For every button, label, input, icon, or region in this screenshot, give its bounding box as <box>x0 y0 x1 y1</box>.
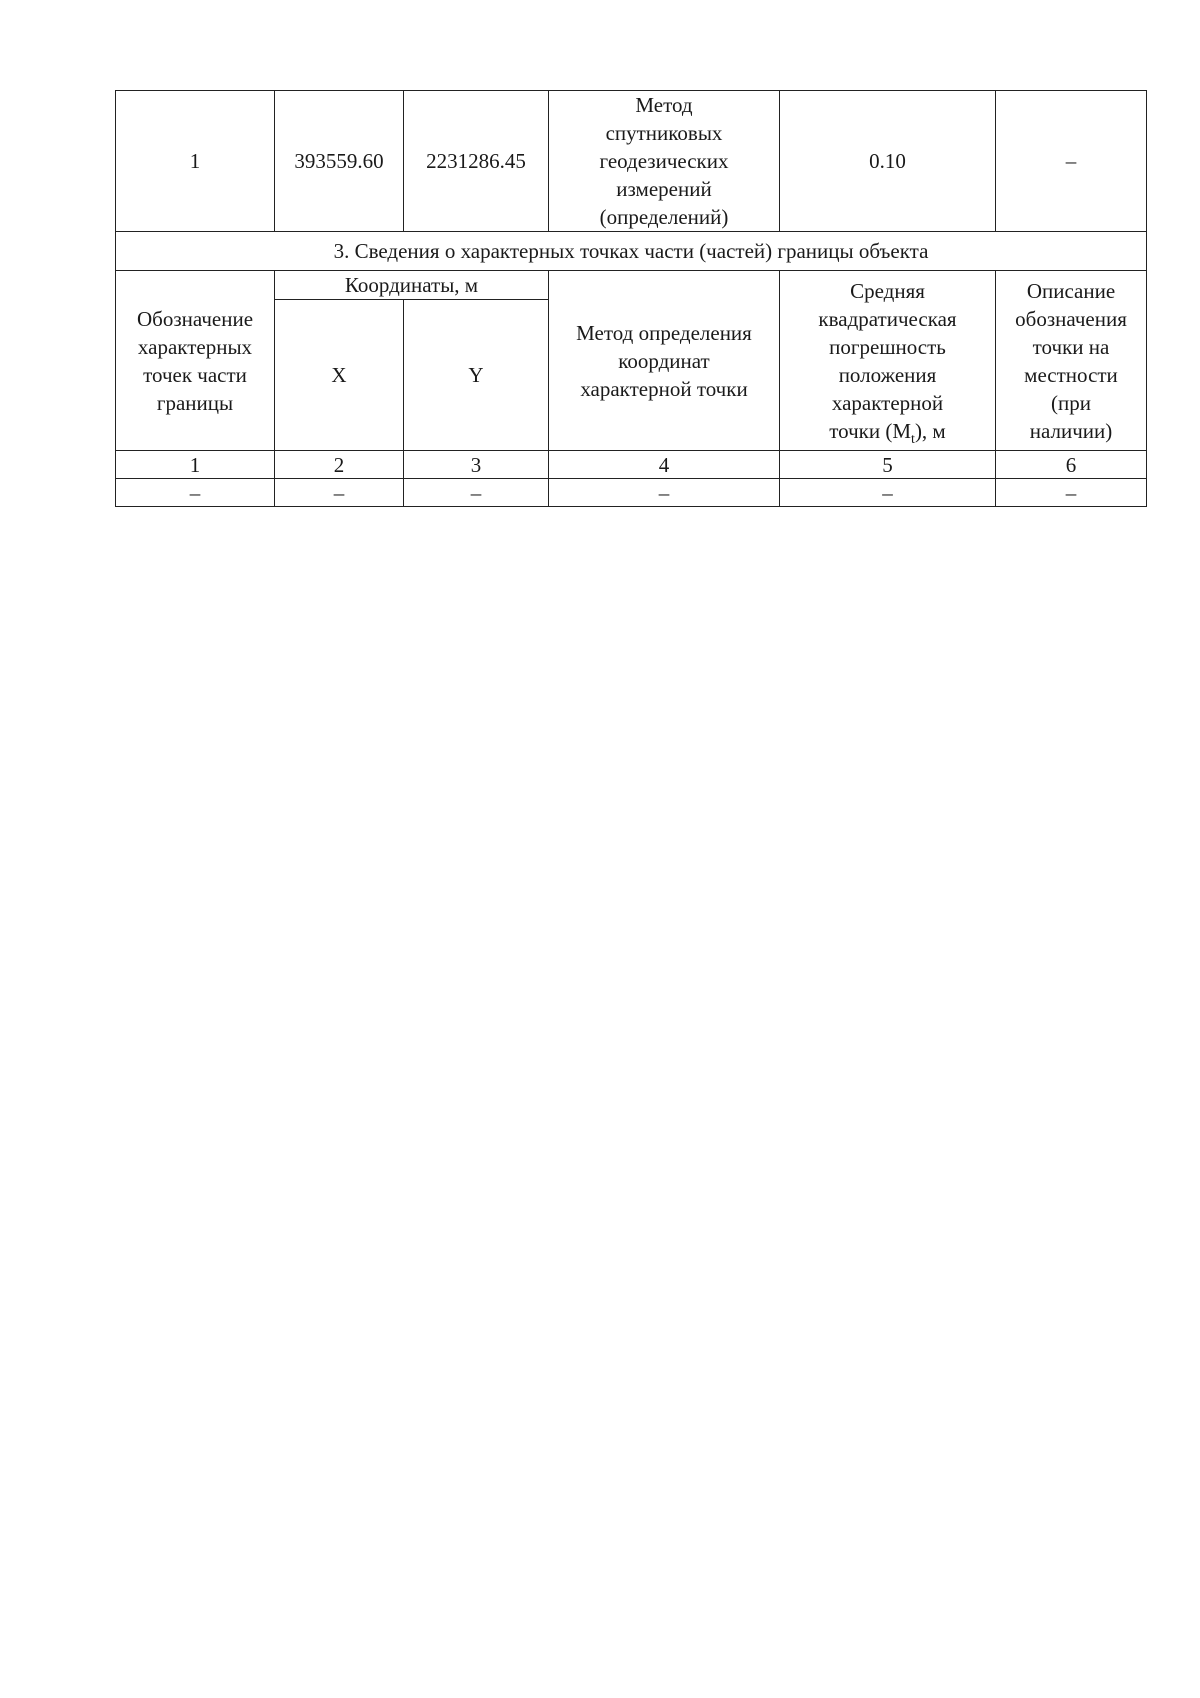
cell-method: Метод спутниковых геодезических измерений (определений) <box>549 91 780 232</box>
empty-cell: – <box>275 479 404 507</box>
column-number: 4 <box>549 451 780 479</box>
header-y: Y <box>404 300 549 451</box>
header-error-tail: ), м <box>914 418 946 443</box>
header-error-main: Средняя квадратическая погрешность положения характерной точки (M <box>818 278 957 443</box>
header-error <box>780 271 996 451</box>
header-description: Описание обозначения точки на местности (при наличии) <box>996 271 1147 451</box>
boundary-points-table <box>115 90 1147 507</box>
empty-cell: – <box>780 479 996 507</box>
header-coordinates: Координаты, м <box>275 271 549 300</box>
table-row-point-1 <box>116 91 1147 232</box>
cell-error: 0.10 <box>780 91 996 232</box>
section-title-row <box>116 232 1147 271</box>
header-x: X <box>275 300 404 451</box>
empty-cell: – <box>404 479 549 507</box>
header-row-top <box>116 271 1147 300</box>
column-number: 2 <box>275 451 404 479</box>
empty-cell: – <box>996 479 1147 507</box>
header-designation: Обозначение характерных точек части границы <box>116 271 275 451</box>
table-row-empty <box>116 479 1147 507</box>
section-title: 3. Сведения о характерных точках части (частей) границы объекта <box>116 232 1147 271</box>
cell-y: 2231286.45 <box>404 91 549 232</box>
column-numbers-row <box>116 451 1147 479</box>
column-number: 6 <box>996 451 1147 479</box>
empty-cell: – <box>549 479 780 507</box>
empty-cell: – <box>116 479 275 507</box>
header-error-subscript: t <box>911 431 915 447</box>
column-number: 1 <box>116 451 275 479</box>
cell-x: 393559.60 <box>275 91 404 232</box>
column-number: 5 <box>780 451 996 479</box>
cell-description: – <box>996 91 1147 232</box>
header-method: Метод определения координат характерной точки <box>549 271 780 451</box>
cell-designation: 1 <box>116 91 275 232</box>
column-number: 3 <box>404 451 549 479</box>
